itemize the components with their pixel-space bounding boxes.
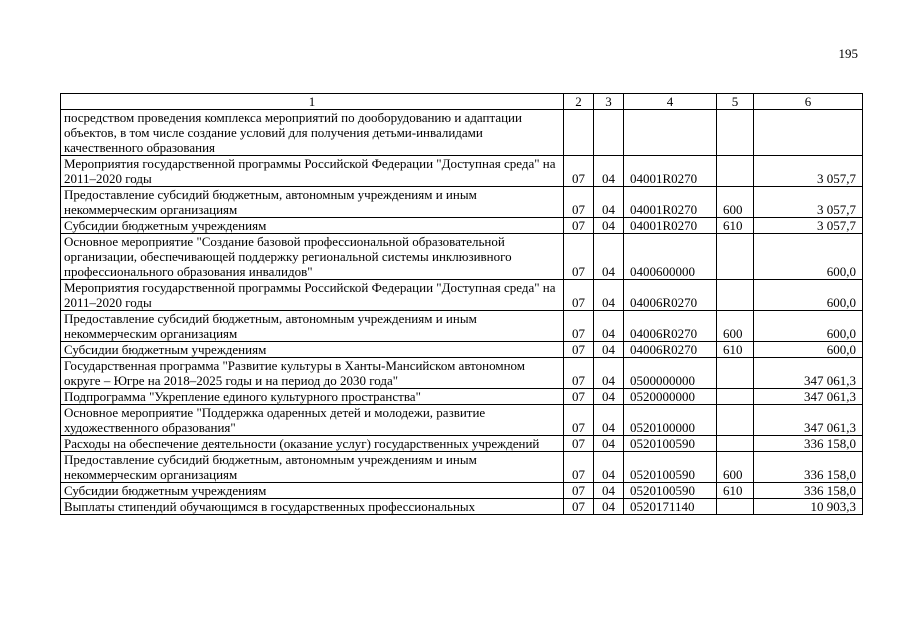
- header-row: [61, 94, 863, 110]
- table-row: [61, 342, 863, 358]
- table-row: [61, 234, 863, 280]
- row-name-cell: Расходы на обеспечение деятельности (оказание услуг) государственных учреждений: [61, 436, 564, 452]
- row-section-cell: 07: [564, 499, 594, 515]
- row-expense-type-cell: 610: [717, 483, 754, 499]
- row-section-cell: 07: [564, 342, 594, 358]
- row-amount-cell: 336 158,0: [754, 436, 863, 452]
- row-expense-type-cell: [717, 110, 754, 156]
- row-subsection-cell: [594, 110, 624, 156]
- row-name-cell: Предоставление субсидий бюджетным, автономным учреждениям и иным некоммерческим организациям: [61, 452, 564, 483]
- row-amount-cell: 600,0: [754, 234, 863, 280]
- row-amount-cell: 600,0: [754, 311, 863, 342]
- row-section-cell: 07: [564, 156, 594, 187]
- row-target-code-cell: 0520100590: [624, 436, 717, 452]
- header-col-5: 5: [717, 94, 754, 110]
- row-amount-cell: 3 057,7: [754, 187, 863, 218]
- row-target-code-cell: 04001R0270: [624, 187, 717, 218]
- row-name-cell: Основное мероприятие "Поддержка одаренных детей и молодежи, развитие художественного образования": [61, 405, 564, 436]
- row-expense-type-cell: 600: [717, 187, 754, 218]
- row-name-cell: Субсидии бюджетным учреждениям: [61, 342, 564, 358]
- row-target-code-cell: 04006R0270: [624, 342, 717, 358]
- row-target-code-cell: 04006R0270: [624, 311, 717, 342]
- row-section-cell: 07: [564, 234, 594, 280]
- header-col-3: 3: [594, 94, 624, 110]
- row-name-cell: Предоставление субсидий бюджетным, автономным учреждениям и иным некоммерческим организациям: [61, 311, 564, 342]
- header-col-2: 2: [564, 94, 594, 110]
- row-expense-type-cell: [717, 156, 754, 187]
- row-subsection-cell: 04: [594, 311, 624, 342]
- row-section-cell: 07: [564, 483, 594, 499]
- row-subsection-cell: 04: [594, 358, 624, 389]
- row-target-code-cell: 04001R0270: [624, 156, 717, 187]
- row-section-cell: 07: [564, 218, 594, 234]
- row-name-cell: Мероприятия государственной программы Российской Федерации "Доступная среда" на 2011–2020 годы: [61, 280, 564, 311]
- row-section-cell: 07: [564, 280, 594, 311]
- row-expense-type-cell: 600: [717, 452, 754, 483]
- row-subsection-cell: 04: [594, 342, 624, 358]
- row-amount-cell: [754, 110, 863, 156]
- row-amount-cell: 600,0: [754, 280, 863, 311]
- row-expense-type-cell: [717, 234, 754, 280]
- row-amount-cell: 3 057,7: [754, 218, 863, 234]
- row-subsection-cell: 04: [594, 452, 624, 483]
- row-amount-cell: 600,0: [754, 342, 863, 358]
- row-name-cell: Выплаты стипендий обучающимся в государственных профессиональных: [61, 499, 564, 515]
- table-row: [61, 218, 863, 234]
- table-row: [61, 156, 863, 187]
- row-section-cell: 07: [564, 405, 594, 436]
- table-row: [61, 499, 863, 515]
- table-row: [61, 358, 863, 389]
- table-row: [61, 187, 863, 218]
- row-name-cell: Субсидии бюджетным учреждениям: [61, 218, 564, 234]
- row-amount-cell: 3 057,7: [754, 156, 863, 187]
- row-subsection-cell: 04: [594, 436, 624, 452]
- row-subsection-cell: 04: [594, 389, 624, 405]
- row-target-code-cell: [624, 110, 717, 156]
- row-name-cell: посредством проведения комплекса мероприятий по дооборудованию и адаптации объектов, в том числе создание условий для получения детьми-инвалидами качественного образования: [61, 110, 564, 156]
- row-amount-cell: 10 903,3: [754, 499, 863, 515]
- table-row: [61, 389, 863, 405]
- row-target-code-cell: 0520171140: [624, 499, 717, 515]
- table-row: [61, 436, 863, 452]
- row-subsection-cell: 04: [594, 499, 624, 515]
- row-section-cell: 07: [564, 389, 594, 405]
- row-target-code-cell: 0400600000: [624, 234, 717, 280]
- row-section-cell: 07: [564, 452, 594, 483]
- budget-table: [60, 93, 863, 515]
- header-col-1: 1: [61, 94, 564, 110]
- row-name-cell: Подпрограмма "Укрепление единого культурного пространства": [61, 389, 564, 405]
- page-number: 195: [838, 46, 858, 61]
- table-row: [61, 311, 863, 342]
- row-amount-cell: 336 158,0: [754, 483, 863, 499]
- row-amount-cell: 336 158,0: [754, 452, 863, 483]
- row-target-code-cell: 0500000000: [624, 358, 717, 389]
- row-expense-type-cell: [717, 405, 754, 436]
- row-target-code-cell: 0520100000: [624, 405, 717, 436]
- row-subsection-cell: 04: [594, 187, 624, 218]
- table-row: [61, 452, 863, 483]
- row-amount-cell: 347 061,3: [754, 389, 863, 405]
- table-row: [61, 483, 863, 499]
- row-name-cell: Субсидии бюджетным учреждениям: [61, 483, 564, 499]
- header-col-6: 6: [754, 94, 863, 110]
- row-subsection-cell: 04: [594, 218, 624, 234]
- row-section-cell: 07: [564, 436, 594, 452]
- row-section-cell: 07: [564, 311, 594, 342]
- table-row: [61, 110, 863, 156]
- row-amount-cell: 347 061,3: [754, 358, 863, 389]
- table-row: [61, 280, 863, 311]
- row-target-code-cell: 0520100590: [624, 483, 717, 499]
- row-target-code-cell: 04001R0270: [624, 218, 717, 234]
- row-expense-type-cell: [717, 280, 754, 311]
- row-subsection-cell: 04: [594, 483, 624, 499]
- table-header: [61, 94, 863, 110]
- header-col-4: 4: [624, 94, 717, 110]
- row-subsection-cell: 04: [594, 405, 624, 436]
- row-expense-type-cell: [717, 499, 754, 515]
- row-target-code-cell: 0520100590: [624, 452, 717, 483]
- row-name-cell: Предоставление субсидий бюджетным, автономным учреждениям и иным некоммерческим организациям: [61, 187, 564, 218]
- row-expense-type-cell: [717, 436, 754, 452]
- row-subsection-cell: 04: [594, 156, 624, 187]
- row-amount-cell: 347 061,3: [754, 405, 863, 436]
- row-subsection-cell: 04: [594, 280, 624, 311]
- table-row: [61, 405, 863, 436]
- row-name-cell: Государственная программа "Развитие культуры в Ханты-Мансийском автономном округе – Югре на 2018–2025 годы и на период до 2030 года": [61, 358, 564, 389]
- row-expense-type-cell: [717, 358, 754, 389]
- row-name-cell: Мероприятия государственной программы Российской Федерации "Доступная среда" на 2011–2020 годы: [61, 156, 564, 187]
- row-target-code-cell: 0520000000: [624, 389, 717, 405]
- row-section-cell: [564, 110, 594, 156]
- row-subsection-cell: 04: [594, 234, 624, 280]
- row-expense-type-cell: 610: [717, 218, 754, 234]
- row-expense-type-cell: [717, 389, 754, 405]
- row-name-cell: Основное мероприятие "Создание базовой профессиональной образовательной организации, обеспечивающей поддержку региональной системы инклюзивного профессионального образования инвалидов": [61, 234, 564, 280]
- row-section-cell: 07: [564, 187, 594, 218]
- table-body: [61, 110, 863, 515]
- row-expense-type-cell: 600: [717, 311, 754, 342]
- row-section-cell: 07: [564, 358, 594, 389]
- row-expense-type-cell: 610: [717, 342, 754, 358]
- row-target-code-cell: 04006R0270: [624, 280, 717, 311]
